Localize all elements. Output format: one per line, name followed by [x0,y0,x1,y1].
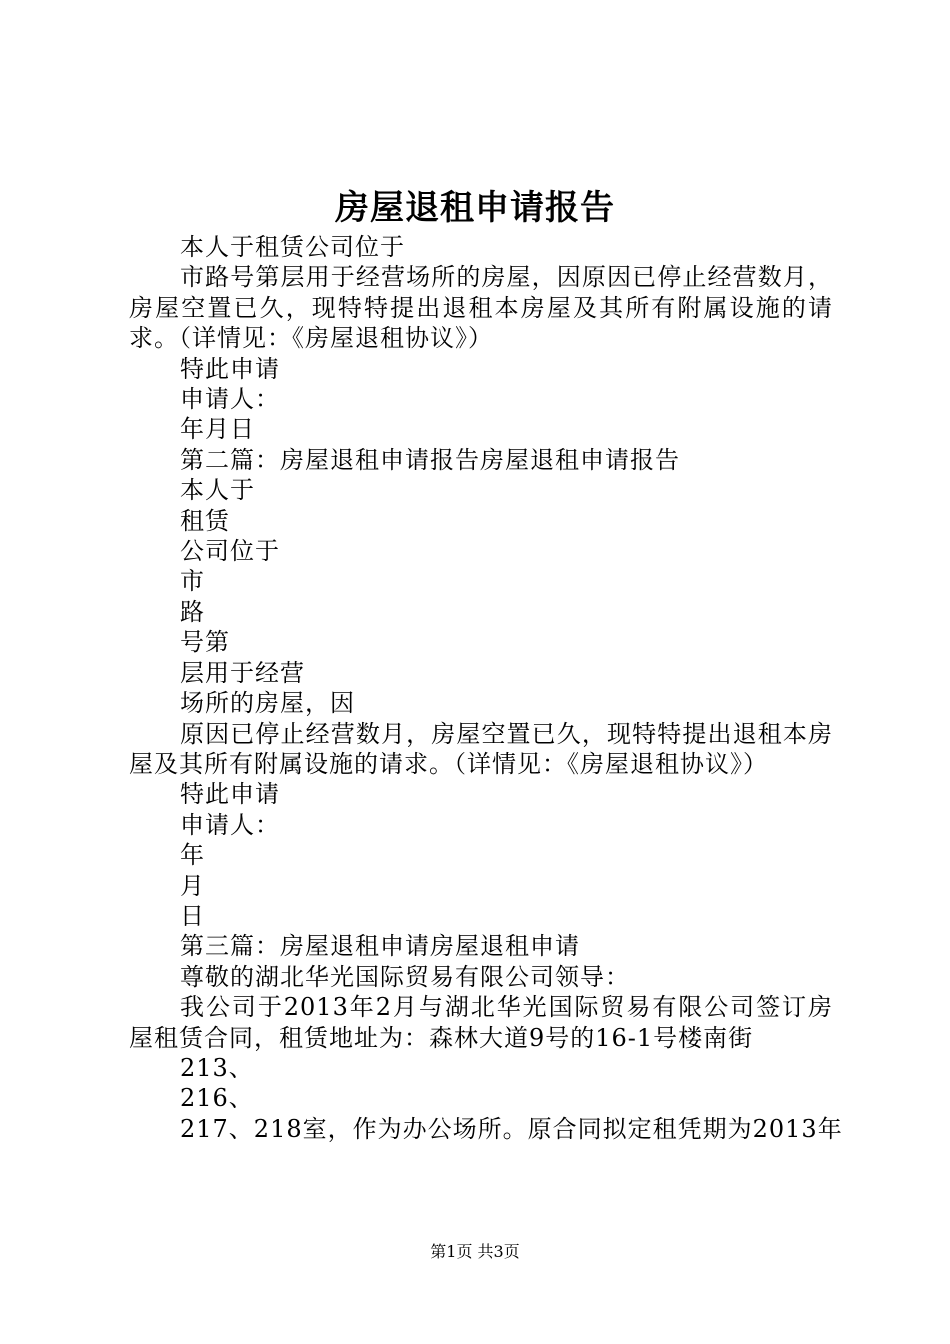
body-line: 特此申请 [180,354,280,383]
body-line: 本人于租赁公司位于 [180,233,405,261]
body-line: 租赁 [180,506,230,535]
section-heading: 第二篇：房屋退租申请报告房屋退租申请报告 [180,445,680,474]
body-paragraph: 我公司于2013年2月与湖北华光国际贸易有限公司签订房屋租赁合同，租赁地址为：森林大道9号的16-1号楼南街 [129,993,833,1052]
body-line: 本人于 [180,476,255,505]
body-line: 申请人： [180,385,280,414]
document-title: 房屋退租申请报告 [335,188,615,228]
body-line: 尊敬的湖北华光国际贸易有限公司领导： [180,962,630,991]
body-line: 日 [180,901,205,930]
body-line: 市 [180,567,205,596]
body-line: 月 [180,871,205,900]
body-line: 年月日 [180,415,255,444]
body-line: 申请人： [180,810,280,839]
body-line: 层用于经营 [180,658,305,687]
body-line: 场所的房屋，因 [180,689,355,718]
body-line: 年 [180,841,205,870]
body-line: 213、 [180,1053,254,1082]
body-line: 公司位于 [180,537,280,566]
page-footer: 第1页 共3页 [430,1242,520,1261]
body-line: 217、218室，作为办公场所。原合同拟定租凭期为2013年 [180,1114,843,1143]
body-line: 号第 [180,628,230,657]
section-heading: 第三篇：房屋退租申请房屋退租申请 [180,932,580,961]
document-body [129,232,843,1144]
body-line: 路 [180,597,205,626]
body-line: 216、 [180,1084,254,1113]
body-paragraph: 市路号第层用于经营场所的房屋，因原因已停止经营数月，房屋空置已久，现特特提出退租本房屋及其所有附属设施的请求。（详情见：《房屋退租协议》） [129,263,833,353]
body-line: 特此申请 [180,780,280,809]
body-paragraph: 原因已停止经营数月，房屋空置已久，现特特提出退租本房屋及其所有附属设施的请求。（详情见：《房屋退租协议》） [129,719,833,778]
